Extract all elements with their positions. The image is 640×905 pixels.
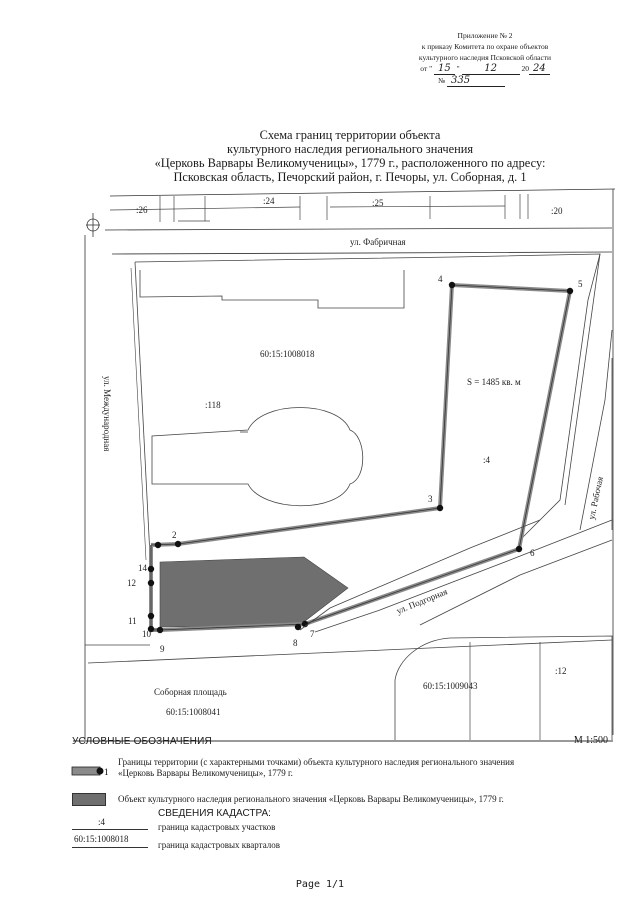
point-label-4: 4	[438, 274, 443, 284]
date-from-label: от	[420, 64, 428, 73]
quarter-boundary-left-inner	[131, 268, 146, 560]
title-line-1: Схема границ территории объекта	[259, 128, 441, 142]
quarter-legend-sample: 60:15:1008018	[74, 834, 129, 844]
parcel-25-label: :25	[372, 198, 384, 208]
date-year-suffix: 24	[529, 64, 550, 75]
cadastre-title: СВЕДЕНИЯ КАДАСТРА:	[158, 808, 271, 819]
quarter-1008041-label: 60:15:1008041	[166, 707, 221, 717]
boundary-legend-symbol	[70, 762, 114, 780]
quarter-legend-text: граница кадастровых кварталов	[158, 840, 281, 850]
committee-line: культурного наследия Псковской области	[418, 53, 552, 62]
point-label-8: 8	[293, 638, 298, 648]
top-parcel-lines	[110, 194, 528, 222]
parcel-legend-sample: :4	[98, 817, 106, 827]
point-label-7: 7	[310, 629, 315, 639]
building-outline-north	[140, 270, 404, 308]
quarter-boundary-left	[135, 262, 150, 556]
map-scale: М 1:500	[573, 735, 608, 746]
street-fabrichnaya-label: ул. Фабричная	[350, 237, 406, 247]
parcel-118-label: :118	[205, 400, 221, 410]
parcel-4-label: :4	[483, 455, 491, 465]
quarter-legend-line	[72, 847, 148, 848]
object-legend-text: Объект культурного наследия регионального значения «Церковь Варвары Великомученицы», 1779 г.	[118, 794, 504, 804]
parcel-20-label: :20	[551, 206, 563, 216]
point-label-2: 2	[172, 530, 177, 540]
title-line-2: культурного наследия регионального значения	[226, 142, 474, 156]
order-number-label: №	[438, 76, 446, 85]
boundary-point-8	[295, 624, 301, 630]
parcel-legend-text: граница кадастровых участков	[158, 822, 276, 832]
fabrichnaya-street-line-bottom	[112, 252, 612, 254]
appendix-number: Приложение № 2	[457, 31, 513, 40]
point-label-12: 12	[127, 578, 136, 588]
fabrichnaya-street-line-top	[105, 228, 612, 230]
parcel-12-label: :12	[555, 666, 567, 676]
boundary-legend-line-2: «Церковь Варвары Великомученицы», 1779 г.	[118, 768, 293, 778]
point-label-10: 10	[142, 629, 151, 639]
sobornaya-square-label: Соборная площадь	[154, 687, 227, 697]
point-label-5: 5	[578, 279, 583, 289]
point-label-14: 14	[138, 563, 147, 573]
boundary-point-4	[449, 282, 455, 288]
order-line: к приказу Комитета по охране объектов	[421, 42, 549, 51]
boundary-point-14	[148, 566, 154, 572]
street-rabochaya-label: ул. Рабочая	[586, 475, 606, 521]
point-label-3: 3	[428, 494, 433, 504]
boundary-point-1	[155, 542, 161, 548]
area-label: S = 1485 кв. м	[467, 377, 521, 387]
order-number: 335	[447, 76, 505, 87]
street-mezhdunarodnaya-label: ул. Международная	[102, 376, 112, 452]
parcel-24-label: :24	[263, 196, 275, 206]
boundary-point-2	[175, 541, 181, 547]
boundary-legend-text	[118, 757, 623, 779]
boundary-point-12	[148, 580, 154, 586]
church-outline	[152, 408, 363, 506]
boundary-legend-line-1: Границы территории (с характерными точками) объекта культурного наследия регионального значения	[118, 757, 515, 767]
parcel-26-label: :26	[136, 205, 148, 215]
point-label-11: 11	[128, 616, 137, 626]
boundary-point-9	[157, 627, 163, 633]
boundary-point-3	[437, 505, 443, 511]
quarter-1009043-label: 60:15:1009043	[423, 681, 478, 691]
street-podgornaya-label: ул. Подгорная	[395, 586, 449, 616]
date-year-prefix: 20	[521, 64, 529, 73]
date-month: 12	[462, 64, 520, 75]
compass-icon	[86, 213, 100, 237]
title-line-3: «Церковь Варвары Великомученицы», 1779 г., расположенного по адресу:	[154, 156, 546, 170]
boundary-point-6	[516, 546, 522, 552]
page-number: Page 1/1	[295, 879, 345, 890]
point-label-6: 6	[530, 548, 535, 558]
date-day: 15	[434, 64, 455, 75]
quarter-1008018-label: 60:15:1008018	[260, 349, 315, 359]
object-legend-symbol	[72, 793, 106, 806]
boundary-point-11	[148, 613, 154, 619]
boundary-point-5	[567, 288, 573, 294]
title-line-4: Псковская область, Печорский район, г. Печоры, ул. Соборная, д. 1	[173, 170, 527, 184]
map-top-border	[110, 189, 615, 196]
boundary-legend-point: 1	[104, 767, 109, 777]
heritage-object-fill	[160, 557, 348, 627]
point-label-9: 9	[160, 644, 165, 654]
legend-title: УСЛОВНЫЕ ОБОЗНАЧЕНИЯ	[72, 736, 212, 747]
parcel-legend-line	[72, 829, 148, 830]
date-line: от " 15 " 12 20 24	[370, 63, 600, 75]
